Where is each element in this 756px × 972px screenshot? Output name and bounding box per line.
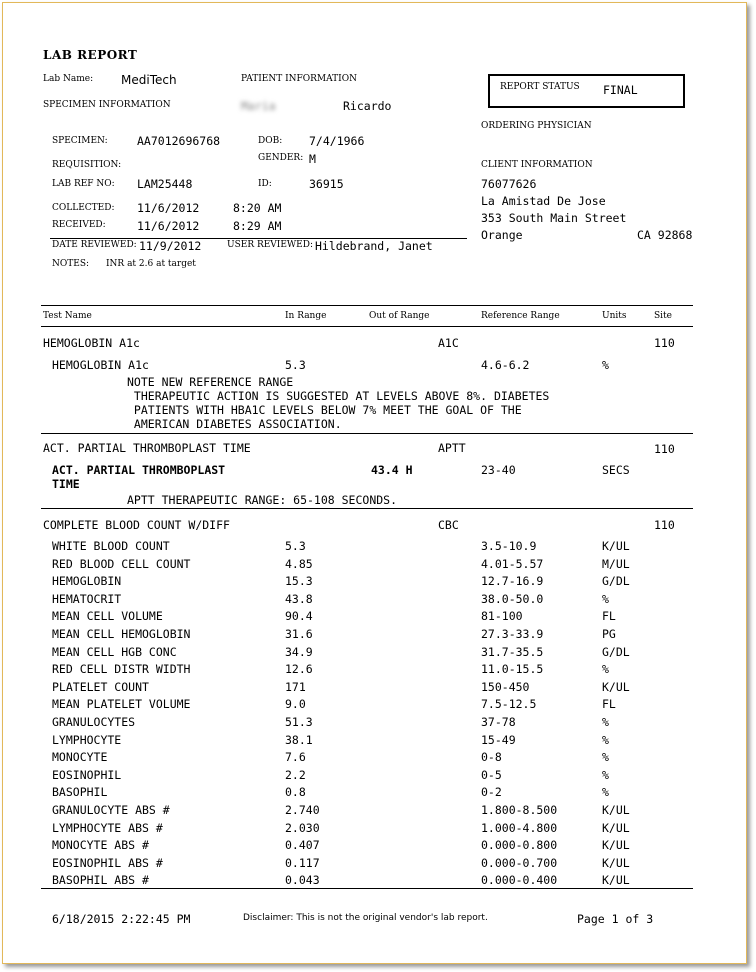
units: % [602,750,609,765]
test-name: MONOCYTE ABS # [52,838,149,853]
in-range-value: 0.407 [285,838,320,853]
reference-range: 7.5-12.5 [481,697,537,712]
col-units: Units [602,311,627,321]
units: % [602,662,609,677]
test-name: GRANULOCYTE ABS # [52,803,170,817]
reference-range: 11.0-15.5 [481,662,544,677]
out-of-range-value: 43.4 H [371,463,413,477]
collected-label: COLLECTED: [52,203,115,213]
units: PG [602,627,616,641]
units: % [602,715,609,729]
dob-value: 7/4/1966 [309,134,365,148]
collected-date: 11/6/2012 [137,201,200,215]
test-name: MEAN CELL VOLUME [52,609,163,624]
patient-last-name: Ricardo [343,99,392,113]
user-reviewed-label: USER REVIEWED: [227,240,313,250]
dob-label: DOB: [258,136,283,146]
units: K/UL [602,539,630,553]
reference-range: 23-40 [481,463,516,477]
in-range-value: 7.6 [285,750,306,765]
in-range-value: 5.3 [285,539,306,553]
section-name: ACT. PARTIAL THROMBOPLAST TIME [43,441,251,455]
lab-name-label: Lab Name: [43,74,94,84]
date-reviewed-label: DATE REVIEWED: [52,240,137,250]
units: M/UL [602,556,630,571]
section-site: 110 [654,442,675,456]
client-number: 76077626 [481,177,537,191]
reference-range: 150-450 [481,679,530,694]
section-site: 110 [654,336,675,350]
test-name: MEAN CELL HGB CONC [52,644,177,659]
units: K/UL [602,855,630,870]
test-name: HEMOGLOBIN A1c [52,358,149,372]
notes-text: INR at 2.6 at target [106,259,196,269]
units: K/UL [602,679,630,694]
units: % [602,785,609,800]
lab-ref-label: LAB REF NO: [52,179,115,189]
reference-range: 0.000-0.800 [481,838,558,853]
client-city: Orange [481,228,523,242]
test-name: WHITE BLOOD COUNT [52,539,170,553]
section-site: 110 [654,518,675,532]
result-note: NOTE NEW REFERENCE RANGE [127,375,294,389]
test-name: RED BLOOD CELL COUNT [52,556,191,571]
col-site: Site [654,311,672,321]
reference-range: 31.7-35.5 [481,644,544,659]
units: SECS [602,463,630,477]
col-out-range: Out of Range [369,311,430,321]
lab-ref-number: LAM25448 [137,177,193,191]
in-range-value: 171 [285,679,306,694]
test-name: RED CELL DISTR WIDTH [52,662,191,677]
in-range-value: 2.030 [285,820,320,835]
notes-label: NOTES: [52,259,90,269]
reference-range: 27.3-33.9 [481,627,544,641]
units: G/DL [602,644,630,659]
col-in-range: In Range [285,311,327,321]
section-code: A1C [438,336,459,350]
specimen-label: SPECIMEN: [52,136,108,146]
units: K/UL [602,873,630,888]
reference-range: 4.01-5.57 [481,556,544,571]
reference-range: 0.000-0.700 [481,855,558,870]
in-range-value: 4.85 [285,556,313,571]
test-name: HEMOGLOBIN [52,574,122,589]
units: FL [602,609,616,624]
patient-first-name-redacted: Maria [241,99,276,113]
client-state-zip: CA 92868 [637,228,693,242]
specimen-info-label: SPECIMEN INFORMATION [43,100,171,110]
col-test-name: Test Name [43,311,92,321]
reference-range: 15-49 [481,732,516,747]
test-name: BASOPHIL ABS # [52,873,149,888]
section-code: APTT [438,441,466,455]
col-reference: Reference Range [481,311,560,321]
reference-range: 1.800-8.500 [481,803,558,817]
test-name: HEMATOCRIT [52,591,122,606]
test-name: EOSINOPHIL [52,767,122,782]
in-range-value: 5.3 [285,358,306,372]
test-name: ACT. PARTIAL THROMBOPLAST [52,463,226,477]
test-name: PLATELET COUNT [52,679,149,694]
patient-info-label: PATIENT INFORMATION [241,74,357,84]
printed-timestamp: 6/18/2015 2:22:45 PM [52,912,191,926]
client-info-label: CLIENT INFORMATION [481,160,593,170]
in-range-value: 0.043 [285,873,320,888]
in-range-value: 0.117 [285,855,320,870]
in-range-value: 12.6 [285,662,313,677]
units: K/UL [602,838,630,853]
in-range-value: 90.4 [285,609,313,624]
in-range-value: 38.1 [285,732,313,747]
in-range-value: 43.8 [285,591,313,606]
units: % [602,358,609,372]
reference-range: 1.000-4.800 [481,820,558,835]
test-name: LYMPHOCYTE [52,732,122,747]
reference-range: 0-5 [481,767,502,782]
in-range-value: 2.740 [285,803,320,817]
specimen-number: AA7012696768 [137,134,221,148]
received-label: RECEIVED: [52,220,106,230]
in-range-value: 51.3 [285,715,313,729]
result-note: APTT THERAPEUTIC RANGE: 65-108 SECONDS. [127,493,398,507]
result-note: AMERICAN DIABETES ASSOCIATION. [127,417,342,431]
reference-range: 0.000-0.400 [481,873,558,888]
lab-name: MediTech [121,73,177,87]
report-status-label: REPORT STATUS [500,82,580,92]
reference-range: 81-100 [481,609,523,624]
reference-range: 0-8 [481,750,502,765]
in-range-value: 15.3 [285,574,313,589]
in-range-value: 9.0 [285,697,306,712]
result-note: THERAPEUTIC ACTION IS SUGGESTED AT LEVELS ABOVE 8%. DIABETES [127,389,550,403]
reference-range: 38.0-50.0 [481,591,544,606]
table-bottom-rule [41,888,693,889]
units: K/UL [602,803,630,817]
patient-id: 36915 [309,177,344,191]
in-range-value: 34.9 [285,644,313,659]
in-range-value: 2.2 [285,767,306,782]
table-top-rule [41,305,693,306]
received-date: 11/6/2012 [137,219,200,233]
section-divider [41,508,693,509]
units: % [602,591,609,606]
result-note: PATIENTS WITH HBA1C LEVELS BELOW 7% MEET THE GOAL OF THE [127,403,522,417]
units: FL [602,697,616,712]
units: % [602,732,609,747]
client-name: La Amistad De Jose [481,194,606,208]
report-status-box [488,74,685,108]
test-name: LYMPHOCYTE ABS # [52,820,163,835]
section-name: COMPLETE BLOOD COUNT W/DIFF [43,518,230,532]
reference-range: 12.7-16.9 [481,574,544,589]
table-header-rule [41,326,693,327]
requisition-label: REQUISITION: [52,160,122,170]
section-divider [41,433,693,434]
reference-range: 0-2 [481,785,502,800]
user-reviewed: Hildebrand, Janet [315,239,433,253]
date-reviewed: 11/9/2012 [139,239,202,253]
report-status: FINAL [603,83,638,97]
units: % [602,767,609,782]
report-title: LAB REPORT [43,48,138,62]
in-range-value: 0.8 [285,785,306,800]
test-name: BASOPHIL [52,785,108,800]
reference-range: 3.5-10.9 [481,539,537,553]
gender-label: GENDER: [258,153,304,163]
received-time: 8:29 AM [233,219,282,233]
gender-value: M [309,152,316,166]
reference-range: 4.6-6.2 [481,358,530,372]
units: K/UL [602,820,630,835]
test-name: EOSINOPHIL ABS # [52,855,163,870]
test-name: MEAN PLATELET VOLUME [52,697,191,712]
units: G/DL [602,574,630,589]
test-name: GRANULOCYTES [52,715,136,729]
test-name: MEAN CELL HEMOGLOBIN [52,627,191,641]
test-name: MONOCYTE [52,750,108,765]
page-number: Page 1 of 3 [577,912,654,926]
section-name: HEMOGLOBIN A1c [43,336,140,350]
section-code: CBC [438,518,459,532]
patient-id-label: ID: [258,179,272,189]
client-street: 353 South Main Street [481,211,627,225]
disclaimer: Disclaimer: This is not the original vendor's lab report. [243,913,488,923]
in-range-value: 31.6 [285,627,313,641]
ordering-physician-label: ORDERING PHYSICIAN [481,121,592,131]
test-name-continued: TIME [52,477,80,491]
report-page [2,2,747,964]
collected-time: 8:20 AM [233,201,282,215]
reference-range: 37-78 [481,715,516,729]
